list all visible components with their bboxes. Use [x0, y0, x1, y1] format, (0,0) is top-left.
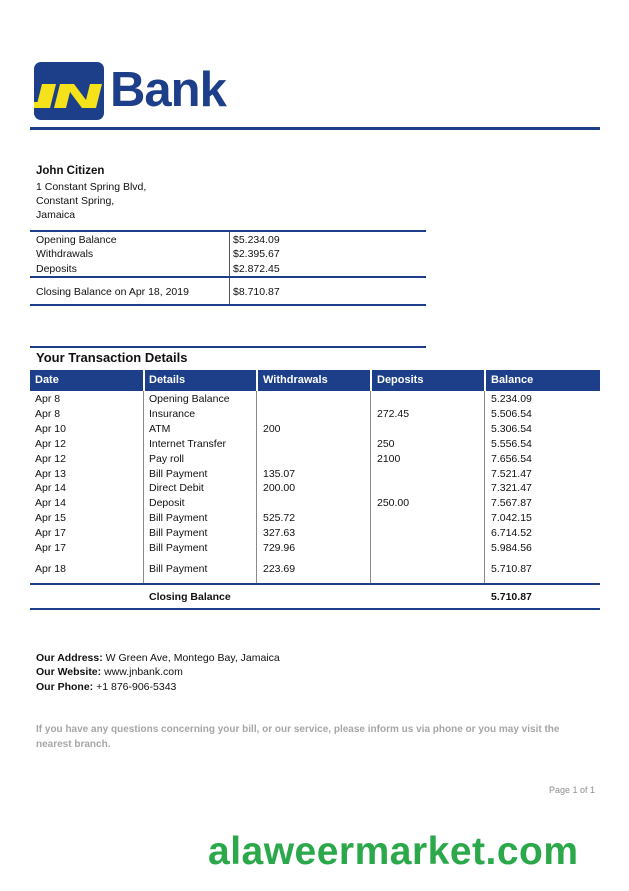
transactions-bottom-rule [30, 583, 600, 585]
cell-date: Apr 10 [35, 422, 66, 435]
contact-phone [36, 681, 176, 693]
cell-details: Bill Payment [149, 542, 208, 554]
cell-withdrawal: 223.69 [263, 562, 296, 575]
bank-logo-text: Bank [110, 63, 226, 117]
cell-date: Apr 15 [35, 512, 66, 525]
cell-details: Insurance [149, 407, 196, 420]
cell-date: Apr 14 [35, 482, 66, 495]
summary-divider [229, 232, 230, 304]
cell-balance: 7.321.47 [491, 482, 532, 495]
contact-website-label: Our Website: [36, 666, 102, 678]
cell-balance: 5.306.54 [491, 422, 532, 435]
transactions-title-rule [30, 346, 426, 348]
cell-withdrawal: 200 [263, 422, 281, 435]
header-separator [143, 370, 145, 391]
customer-address-line: 1 Constant Spring Blvd, [36, 181, 147, 193]
header-separator [256, 370, 258, 391]
cell-withdrawal: 135.07 [263, 467, 296, 480]
cell-date: Apr 17 [35, 542, 66, 554]
cell-deposit: 272.45 [377, 407, 410, 420]
cell-balance: 5.984.56 [491, 542, 532, 554]
service-notice: If you have any questions concerning your bill, or our service, please inform us via phone or you may visit the nearest branch. [36, 724, 560, 750]
opening-balance-value: $5.234.09 [233, 234, 280, 246]
contact-phone-value: +1 876-906-5343 [93, 681, 177, 693]
contact-address [36, 652, 280, 664]
contact-address-label: Our Address: [36, 652, 103, 664]
summary-top-rule [30, 230, 426, 232]
customer-address-line: Jamaica [36, 209, 76, 221]
cell-details: ATM [149, 422, 171, 435]
contact-phone-label: Our Phone: [36, 681, 94, 693]
cell-details: Bill Payment [149, 527, 208, 540]
cell-details: Bill Payment [149, 467, 208, 480]
summary-bottom-rule [30, 304, 426, 306]
transactions-title: Your Transaction Details [36, 350, 188, 365]
cell-balance: 5.710.87 [491, 562, 532, 575]
withdrawals-label: Withdrawals [36, 248, 94, 260]
cell-date: Apr 17 [35, 527, 66, 540]
cell-date: Apr 8 [35, 393, 61, 405]
customer-name: John Citizen [36, 165, 105, 177]
cell-deposit: 250.00 [377, 497, 410, 510]
column-header-details: Details [149, 374, 186, 386]
cell-details: Opening Balance [149, 393, 230, 405]
contact-website-value: www.jnbank.com [101, 666, 183, 678]
cell-date: Apr 18 [35, 562, 66, 575]
cell-date: Apr 8 [35, 407, 61, 420]
cell-withdrawal: 327.63 [263, 527, 296, 540]
watermark: alaweermarket.com [208, 830, 579, 873]
cell-balance: 7.567.87 [491, 497, 532, 510]
cell-balance: 7.656.54 [491, 452, 532, 465]
cell-balance: 5.234.09 [491, 393, 532, 405]
cell-balance: 7.521.47 [491, 467, 532, 480]
deposits-value: $2.872.45 [233, 263, 280, 275]
header-separator [370, 370, 372, 391]
cell-deposit: 2100 [377, 452, 401, 465]
deposits-label: Deposits [36, 263, 77, 275]
cell-date: Apr 12 [35, 437, 66, 450]
column-divider [143, 391, 144, 583]
withdrawals-value: $2.395.67 [233, 248, 280, 260]
closing-balance-value: $8.710.87 [233, 286, 280, 298]
cell-withdrawal: 200.00 [263, 482, 296, 495]
column-divider [370, 391, 371, 583]
header-divider [30, 127, 600, 130]
header-separator [484, 370, 486, 391]
cell-date: Apr 13 [35, 467, 66, 480]
column-header-date: Date [35, 374, 59, 386]
column-header-deposits: Deposits [377, 374, 424, 386]
cell-date: Apr 12 [35, 452, 66, 465]
bank-logo-mark [34, 62, 104, 120]
cell-details: Pay roll [149, 452, 185, 465]
contact-website [36, 666, 183, 678]
page-number: Page 1 of 1 [549, 785, 596, 795]
column-header-balance: Balance [491, 374, 534, 386]
cell-details: Direct Debit [149, 482, 204, 495]
cell-balance: 5.556.54 [491, 437, 532, 450]
cell-balance: 7.042.15 [491, 512, 532, 525]
summary-mid-rule [30, 276, 426, 278]
cell-balance: 5.506.54 [491, 407, 532, 420]
cell-withdrawal: 729.96 [263, 542, 296, 554]
cell-deposit: 250 [377, 437, 395, 450]
opening-balance-label: Opening Balance [36, 234, 117, 246]
column-header-withdrawals: Withdrawals [263, 374, 328, 386]
cell-withdrawal: 525.72 [263, 512, 296, 525]
cell-balance: 6.714.52 [491, 527, 532, 540]
cell-date: Apr 14 [35, 497, 66, 510]
cell-details: Bill Payment [149, 512, 208, 525]
customer-address-line: Constant Spring, [36, 195, 115, 207]
table-closing-label: Closing Balance [149, 591, 231, 603]
column-divider [484, 391, 485, 583]
cell-details: Bill Payment [149, 562, 208, 575]
contact-address-value: W Green Ave, Montego Bay, Jamaica [102, 652, 280, 664]
cell-details: Deposit [149, 497, 185, 510]
closing-balance-label: Closing Balance on Apr 18, 2019 [36, 286, 189, 298]
cell-details: Internet Transfer [149, 437, 227, 450]
column-divider [256, 391, 257, 583]
table-closing-value: 5.710.87 [491, 591, 532, 603]
transactions-end-rule [30, 608, 600, 610]
